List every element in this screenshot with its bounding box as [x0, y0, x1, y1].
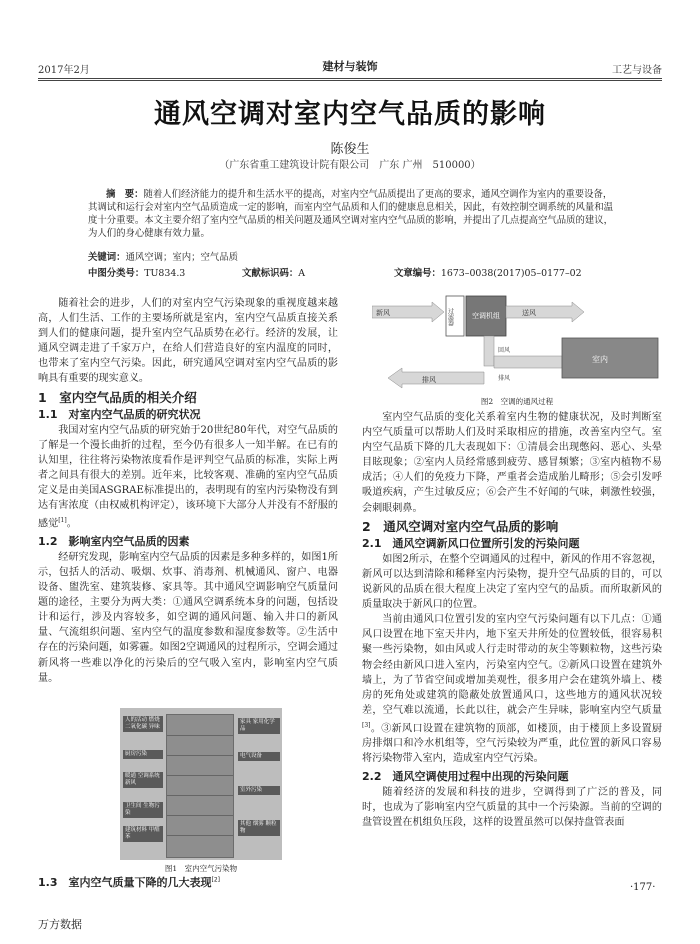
issue-date: 2017年2月 — [38, 65, 90, 76]
section-name: 工艺与设备 — [612, 65, 662, 76]
section-1-3-paragraph: 室内空气品质的变化关系着室内生物的健康状况，及时判断室内空气质量可以帮助人们及时采取相应的措施，改善室内空气。室内空气品质下降的几大表现如下：①清晨会出现憋闷、恶心、头晕目眩现象；②室内人员经常感到疲劳、感冒频繁；③室内植物不易成活；④人们的免疫力下降，严重者会造成胎儿畸形；⑤会引发呼吸道疾病，产生过敏反应；⑥会产生不好闻的气味，刺激性较强，会刺眼刺鼻。 — [362, 412, 662, 514]
section-2-2-heading: 2.2 通风空调使用过程中出现的污染问题 — [362, 769, 569, 783]
fig1-label: 人的活动 燃烧 二氧化碳 异味 — [123, 716, 163, 732]
fig1-label: 厨房污染 — [123, 750, 163, 759]
watermark: 万方数据 — [38, 918, 82, 931]
keywords-label: 关键词 — [88, 252, 117, 263]
figure-2-diagram — [372, 292, 662, 392]
right-column — [362, 410, 662, 830]
journal-name: 建材与装饰 — [322, 60, 378, 73]
fig2-label: 排风 — [498, 375, 511, 382]
section-1-2-heading: 1.2 影响室内空气品质的因素 — [38, 534, 190, 548]
header-rule — [38, 78, 662, 79]
section-2-1-heading: 2.1 通风空调新风口位置所引发的污染问题 — [362, 536, 580, 550]
intro-paragraph: 随着社会的进步，人们的对室内空气污染现象的重视度越来越高，人们生活、工作的主要场所就是室内，室内空气品质直接关系到人们的健康问题，提升室内空气品质势在必行。经济的发展，让通风空调走进了千家万户，在给人们营造良好的室内温度的同时，也带来了室内空气污染。因此，研究通风空调对室内空气品质的影响具有重要的现实意义。 — [38, 298, 338, 385]
fig2-label: 回风 — [498, 347, 511, 354]
building-illustration — [166, 714, 234, 858]
abstract: 摘 要：随着人们经济能力的提升和生活水平的提高，对室内空气品质提出了更高的要求，通风空调作为室内的重要设备，其调试和运行会对室内空气品质造成一定的影响，而室内空气品质和人们的健康息息相关，因此，有效控制空调系统的风量和温度十分重要。本文主要介绍了室内空气品质的相关问题及通风空调对室内空气品质的影响，并提出了几点提高空气品质的建议，为人们的身心健康有效力量。 — [88, 189, 614, 239]
article-number: 文章编号：1673–0038(2017)05–0177–02 — [394, 268, 582, 279]
section-1-3-heading: 1.3 室内空气质量下降的几大表现[2] — [38, 876, 220, 889]
section-1-2-paragraph: 经研究发现，影响室内空气品质的因素是多种多样的，如图1所示，包括人的活动、吸烟、炊事、消毒剂、机械通风、窗户、电器设备、盥洗室、建筑装修、家具等。其中通风空调影响空气质量问题的途径，主要分为两大类：①通风空调系统本身的问题，包括设计和运行，涉及内容较多，如空调的通风问题、输入井口的新风量、气流组织问题、室内空气的温度参数和湿度参数等。②生活中存在的污染问题，如雾霾。如图2空调通风的过程所示，空调会通过新风将一些难以净化的污染后的空气吸入室内，影响室内空气质量。 — [38, 551, 338, 684]
abstract-text: 随着人们经济能力的提升和生活水平的提高，对室内空气品质提出了更高的要求，通风空调作为室内的重要设备，其调试和运行会对室内空气品质造成一定的影响，而室内空气品质和人们的健康息息相关，因此，有效控制空调系统的风量和温度十分重要。本文主要介绍了室内空气品质的相关问题及通风空调对室内空气品质的影响，并提出了几点提高空气品质的建议，为人们的身心健康有效力量。 — [88, 189, 614, 239]
abstract-label: 摘 要 — [106, 189, 135, 200]
left-column — [38, 296, 338, 686]
figure-1-image — [120, 708, 282, 860]
figure-1-caption: 图1 室内空气污染物 — [164, 864, 238, 873]
section-1-1-heading: 1.1 对室内空气品质的研究状况 — [38, 407, 201, 421]
document-code: 文献标识码：A — [242, 268, 306, 279]
paper-title: 通风空调对室内空气品质的影响 — [154, 99, 546, 130]
fig1-label: 建筑材料 甲醛 苯 — [123, 826, 163, 842]
fig2-label: 过滤器 — [446, 308, 454, 326]
fig1-label: 室外污染 — [238, 786, 280, 795]
fig2-label: 送风 — [522, 309, 536, 317]
author-affiliation: （广东省重工建筑设计院有限公司 广东 广州 510000） — [219, 160, 481, 171]
section-2-2-paragraph: 随着经济的发展和科技的进步，空调得到了广泛的普及，同时，也成为了影响室内空气质量的其中一个污染源。当前的空调的盘管设置在机组负压段，这样的设置虽然可以保持盘管表面 — [362, 786, 662, 828]
section-1-heading: 1 室内空气品质的相关介绍 — [38, 389, 197, 405]
fig2-label: 空调机组 — [472, 312, 500, 320]
figure-2-caption: 图2 空调的通风过程 — [480, 397, 554, 406]
room-box — [562, 338, 658, 378]
page-number: ·177· — [630, 882, 656, 893]
fig1-label: 家具 家用化学品 — [238, 718, 280, 734]
fig1-label: 其他 烟雾 颗粒物 — [238, 820, 280, 836]
classification-number: 中图分类号：TU834.3 — [88, 268, 186, 279]
keywords: 关键词：通风空调；室内；空气品质 — [88, 252, 239, 263]
fig1-label: 卫生间 生物污染 — [123, 802, 163, 818]
section-2-heading: 2 通风空调对室内空气品质的影响 — [362, 518, 559, 534]
author-name: 陈俊生 — [330, 142, 370, 157]
keywords-text: 通风空调；室内；空气品质 — [125, 252, 239, 263]
fig2-label: 新风 — [376, 309, 390, 317]
fig1-label: 暖通 空调系统 新风 — [123, 772, 163, 788]
return-duct — [484, 336, 494, 366]
return-air-arrow — [494, 356, 562, 368]
header-rule-thin — [38, 80, 662, 81]
fig2-label: 排风 — [422, 376, 436, 384]
section-1-1-paragraph: 我国对室内空气品质的研究始于20世纪80年代，对空气品质的了解是一个漫长曲折的过程，至今仍有很多人一知半解。在已有的认知里，往往将污染物浓度看作是评判空气品质的标准，实际上两者之间具有很大的差别。近年来，比较客观、准确的室内空气品质定义是由美国ASGRAE标准提出的，表明现有的室内污染物没有到达有害浓度（由权威机构评定），该环境下大部分人并没有不舒服的感觉[1]。 — [38, 424, 338, 530]
fig1-label: 电气设备 — [238, 752, 280, 761]
section-2-1-paragraph-1: 如图2所示，在整个空调通风的过程中，新风的作用不容忽视，新风可以达到清除和稀释室内污染物，提升空气品质的目的，可以说新风的品质在很大程度上决定了室内空气的品质。而所取新风的质量取决于新风口的位置。 — [362, 553, 662, 611]
fig2-label: 室内 — [592, 355, 608, 364]
section-2-1-paragraph-2: 当前由通风口位置引发的室内空气污染问题有以下几点：①通风口设置在地下室天井内，地下室天井所处的位置较低，很容易积聚一些污染物，如由风或人行走时带动的灰尘等颗粒物，这些污染物会经由新风口进入室内，污染室内空气。②新风口设置在建筑外墙上，为了节省空间或增加美观性，很多用户会在建筑外墙上、楼房的死角处或建筑的隐蔽处放置通风口，这些地方的通风状况较差，空气难以流通，长此以往，就会产生异味，影响室内空气质量[3]。③新风口设置在建筑物的顶部，如楼顶，由于楼顶上多设置厨房排烟口和冷水机组等，空气污染较为严重，此位置的新风口容易将污染物带入室内，造成室内空气污染。 — [362, 614, 662, 765]
